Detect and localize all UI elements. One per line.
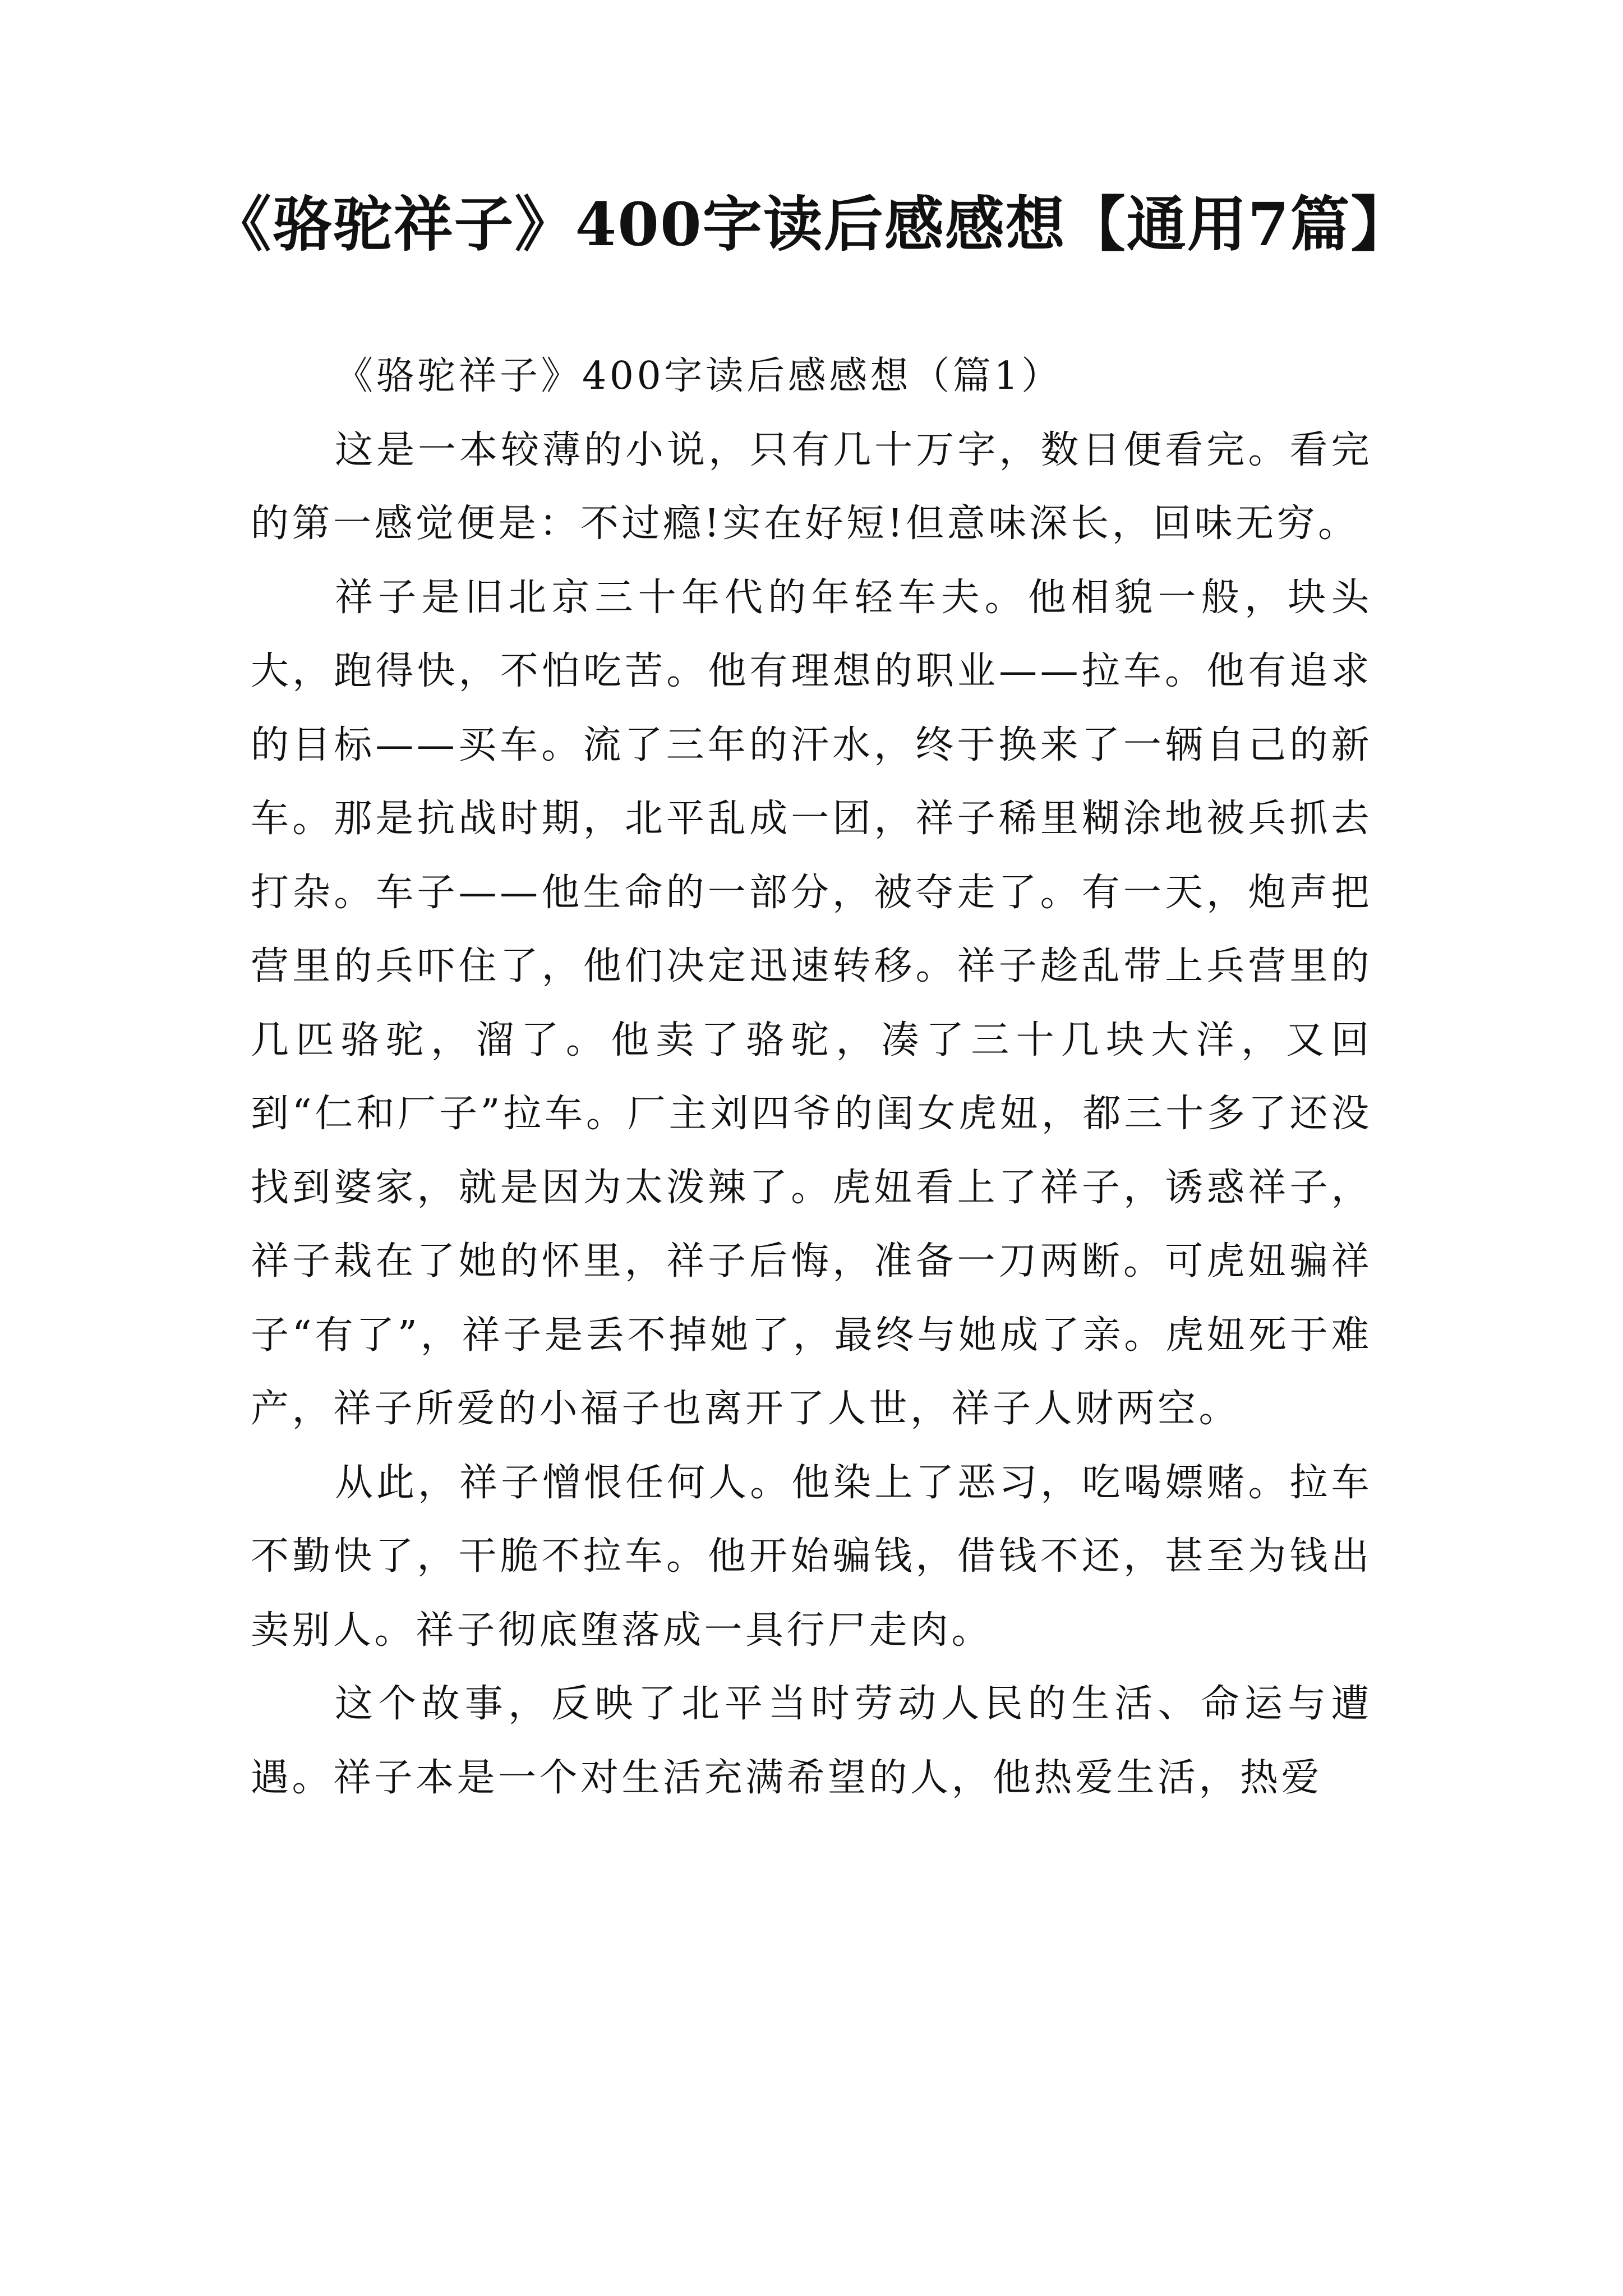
document-title: 《骆驼祥子》400字读后感感想【通用7篇】: [211, 189, 1412, 259]
paragraph-4: 这个故事，反映了北平当时劳动人民的生活、命运与遭遇。祥子本是一个对生活充满希望的人，他热爱生活，热爱: [251, 1682, 1372, 1800]
paragraph-3: 从此，祥子憎恨任何人。他染上了恶习，吃喝嫖赌。拉车不勤快了，干脆不拉车。他开始骗钱，借钱不还，甚至为钱出卖别人。祥子彻底堕落成一具行尸走肉。: [251, 1460, 1372, 1653]
document-body: [251, 339, 1372, 1815]
paragraph-1: 这是一本较薄的小说，只有几十万字，数日便看完。看完的第一感觉便是：不过瘾!实在好短!但意味深长，回味无穷。: [251, 427, 1372, 546]
paragraph-2: 祥子是旧北京三十年代的年轻车夫。他相貌一般，块头大，跑得快，不怕吃苦。他有理想的职业——拉车。他有追求的目标——买车。流了三年的汗水，终于换来了一辆自己的新车。那是抗战时期，北平乱成一团，祥子稀里糊涂地被兵抓去打杂。车子——他生命的一部分，被夺走了。有一天，炮声把营里的兵吓住了，他们决定迅速转移。祥子趁乱带上兵营里的几匹骆驼，溜了。他卖了骆驼，凑了三十几块大洋，又回到“仁和厂子”拉车。厂主刘四爷的闺女虎妞，都三十多了还没找到婆家，就是因为太泼辣了。虎妞看上了祥子，诱惑祥子，祥子栽在了她的怀里，祥子后悔，准备一刀两断。可虎妞骗祥子“有了”，祥子是丢不掉她了，最终与她成了亲。虎妞死于难产，祥子所爱的小福子也离开了人世，祥子人财两空。: [251, 575, 1372, 1431]
section-heading: 《骆驼祥子》400字读后感感想（篇1）: [335, 354, 1063, 398]
